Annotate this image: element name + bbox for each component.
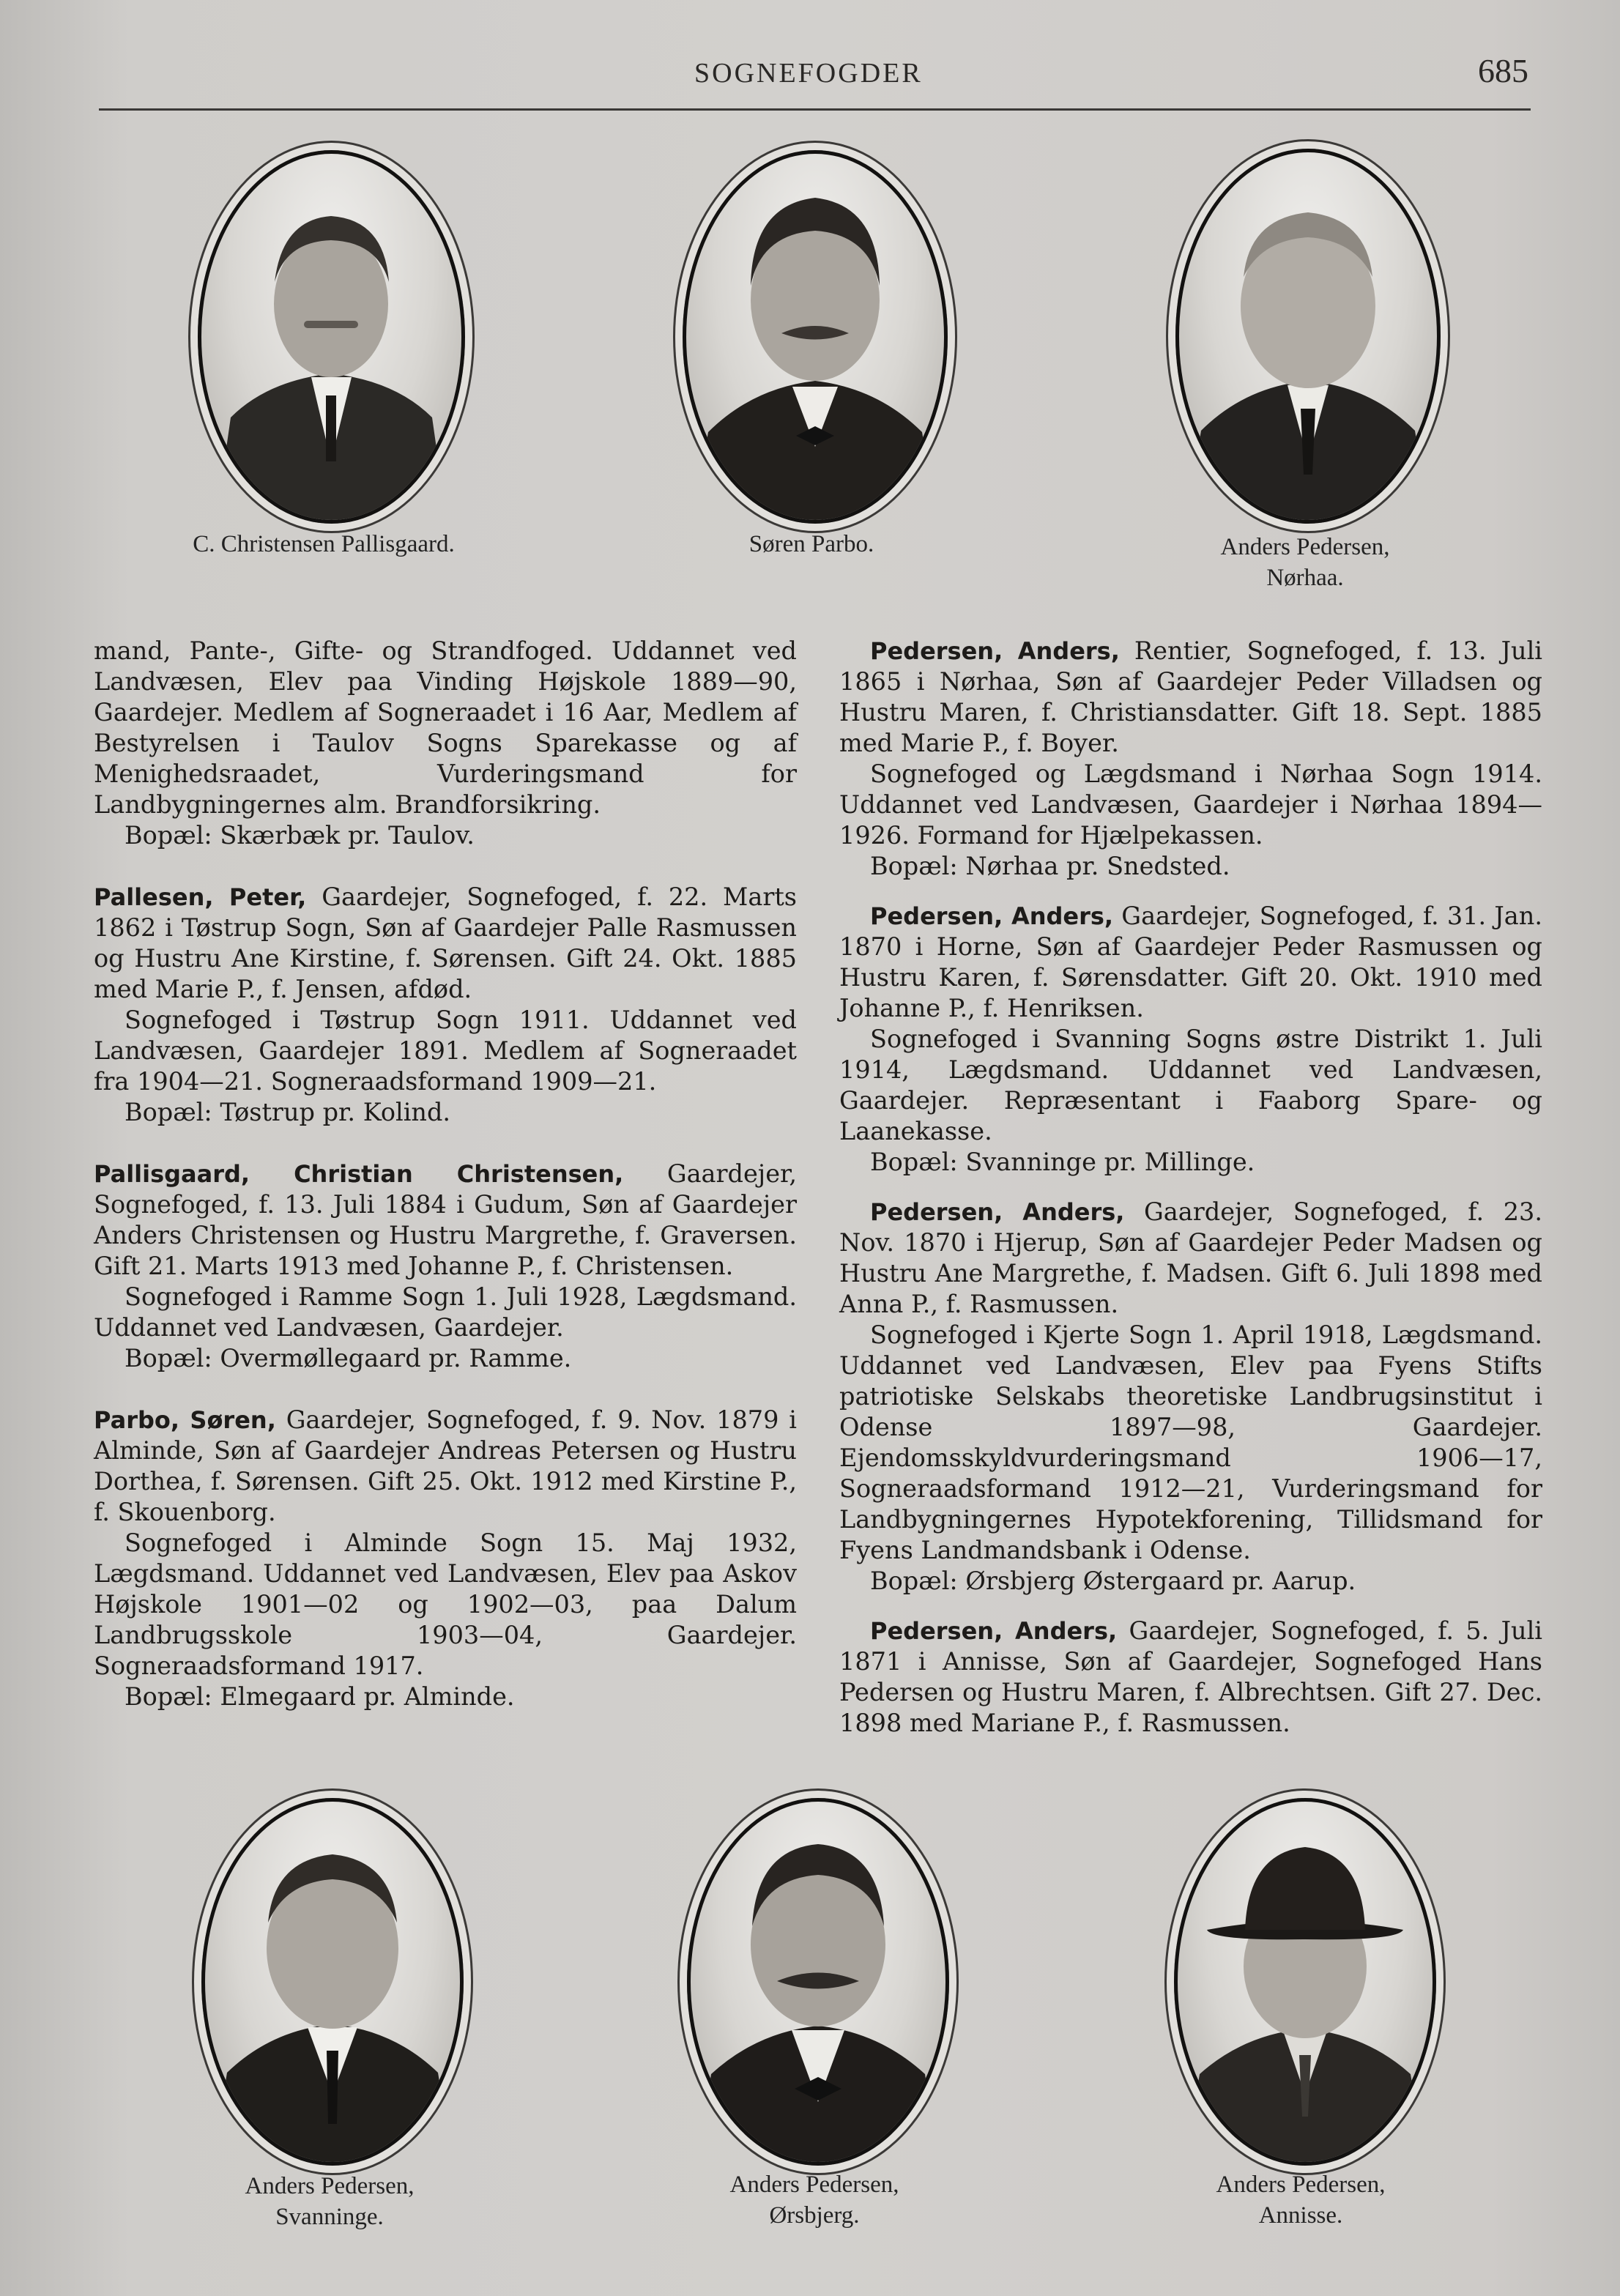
running-title: SOGNEFOGDER [694, 58, 923, 89]
portrait-caption [621, 529, 1002, 560]
right-text-column [839, 636, 1542, 1739]
portrait-caption [1115, 532, 1495, 593]
caption-line: Anders Pedersen, [1220, 534, 1390, 560]
biography-entry [94, 1159, 797, 1282]
portrait-photo-pedersen-svanninge [201, 1798, 464, 2166]
caption-line: Anders Pedersen, [1216, 2171, 1386, 2198]
biography-entry [839, 636, 1542, 759]
biography-entry [839, 1197, 1542, 1320]
portrait-photo-pedersen-norhaa [1175, 149, 1441, 524]
portrait-figure [691, 1802, 945, 2162]
portrait-caption [1110, 2169, 1491, 2231]
biography-entry [94, 882, 797, 1005]
caption-line: Anders Pedersen, [729, 2171, 899, 2198]
caption-line: Nørhaa. [1266, 565, 1344, 591]
portrait-caption [139, 2171, 520, 2232]
portrait-photo-pedersen-annisse [1174, 1798, 1436, 2166]
entry-residence: Bopæl: Svanninge pr. Millinge. [870, 1148, 1255, 1176]
portrait-figure [1179, 152, 1437, 520]
entry-career: Sognefoged i Kjerte Sogn 1. April 1918, Lægdsmand. Uddannet ved Landvæsen, Elev paa Fyens Stifts patriotiske Selskabs theoretiske Landbrugsinstitut i Odense 1897—98, Gaardejer. Ejendomsskyldvurderingsmand 1906—17, Sogneraadsformand 1912—21, Vurderingsmand for Landbygningernes Hypotekforening, Tillidsmand for Fyens Landmandsbank i Odense. [839, 1320, 1542, 1564]
entry-residence: Bopæl: Ørsbjerg Østergaard pr. Aarup. [870, 1567, 1356, 1595]
portrait-figure [201, 154, 461, 520]
entry-bio: Rentier, Sognefoged, f. 13. Juli 1865 i Nørhaa, Søn af Gaardejer Peder Villadsen og Hustru Maren, f. Christiansdatter. Gift 18. Sept. 1885 med Marie P., f. Boyer. [839, 636, 1543, 757]
entry-residence: Bopæl: Nørhaa pr. Snedsted. [870, 852, 1230, 880]
caption-line: C. Christensen Pallisgaard. [193, 531, 455, 557]
entry-name: Parbo, Søren, [94, 1406, 276, 1434]
entry-name: Pedersen, Anders, [870, 637, 1120, 665]
left-text-column [94, 636, 797, 1712]
caption-line: Anders Pedersen, [245, 2173, 415, 2199]
entry-name: Pedersen, Anders, [870, 902, 1114, 930]
caption-line: Ørsbjerg. [769, 2202, 860, 2229]
entry-bio: Gaardejer, Sognefoged, f. 31. Jan. 1870 i Horne, Søn af Gaardejer Peder Rasmussen og Hustru Karen, f. Sørensdatter. Gift 20. Okt. 1910 med Johanne P., f. Henriksen. [839, 902, 1543, 1022]
portrait-photo-parbo [683, 150, 948, 524]
entry-continuation: mand, Pante-, Gifte- og Strandfoged. Uddannet ved Landvæsen, Elev paa Vinding Højskole 1889—90, Gaardejer. Medlem af Sogneraadet i 16 Aar, Medlem af Bestyrelsen i Taulov Sogns Sparekasse og af Menighedsraadet, Vurderingsmand for Landbygningernes alm. Brandforsikring. [94, 636, 797, 819]
entry-residence: Bopæl: Overmøllegaard pr. Ramme. [125, 1344, 572, 1372]
portrait-figure [1178, 1802, 1433, 2162]
page-number: 685 [1478, 52, 1528, 89]
caption-line: Svanninge. [275, 2204, 384, 2230]
entry-residence: Bopæl: Tøstrup pr. Kolind. [125, 1098, 451, 1126]
biography-entry [839, 1616, 1542, 1739]
biography-entry [94, 1405, 797, 1528]
entry-residence: Bopæl: Elmegaard pr. Alminde. [125, 1682, 515, 1711]
biography-entry [839, 901, 1542, 1024]
portrait-figure [686, 154, 944, 520]
entry-career: Sognefoged i Tøstrup Sogn 1911. Uddannet ved Landvæsen, Gaardejer 1891. Medlem af Sogneraadet fra 1904—21. Sogneraadsformand 1909—21. [94, 1006, 797, 1096]
entry-bio: Gaardejer, Sognefoged, f. 22. Marts 1862 i Tøstrup Sogn, Søn af Gaardejer Palle Rasmussen og Hustru Ane Kirstine, f. Sørensen. Gift 24. Okt. 1885 med Marie P., f. Jensen, afdød. [94, 883, 797, 1003]
entry-career: Sognefoged i Ramme Sogn 1. Juli 1928, Lægdsmand. Uddannet ved Landvæsen, Gaardejer. [94, 1282, 797, 1342]
entry-residence: Bopæl: Skærbæk pr. Taulov. [125, 821, 475, 850]
header-rule [99, 108, 1531, 111]
entry-name: Pedersen, Anders, [870, 1617, 1118, 1645]
caption-line: Annisse. [1258, 2202, 1343, 2229]
entry-career: Sognefoged i Svanning Sogns østre Distrikt 1. Juli 1914, Lægdsmand. Uddannet ved Landvæsen, Gaardejer. Repræsentant i Faaborg Spare- og Laanekasse. [839, 1025, 1542, 1145]
entry-bio: Gaardejer, Sognefoged, f. 9. Nov. 1879 i Alminde, Søn af Gaardejer Andreas Petersen og Hustru Dorthea, f. Sørensen. Gift 25. Okt. 1912 med Kirstine P., f. Skouenborg. [94, 1405, 798, 1526]
portrait-photo-pedersen-orsbjerg [687, 1798, 949, 2166]
entry-name: Pedersen, Anders, [870, 1198, 1125, 1226]
portrait-photo-pallisgaard [198, 150, 465, 524]
portrait-caption [624, 2169, 1005, 2231]
portrait-caption [133, 529, 514, 560]
entry-name: Pallisgaard, Christian Christensen, [94, 1160, 624, 1188]
entry-bio: Gaardejer, Sognefoged, f. 13. Juli 1884 i Gudum, Søn af Gaardejer Anders Christensen og Hustru Margrethe, f. Graversen. Gift 21. Marts 1913 med Johanne P., f. Christensen. [94, 1159, 797, 1280]
entry-career: Sognefoged i Alminde Sogn 15. Maj 1932, Lægdsmand. Uddannet ved Landvæsen, Elev paa Askov Højskole 1901—02 og 1902—03, paa Dalum Landbrugsskole 1903—04, Gaardejer. Sogneraadsformand 1917. [94, 1528, 797, 1680]
caption-line: Søren Parbo. [748, 531, 874, 557]
entry-bio: Gaardejer, Sognefoged, f. 5. Juli 1871 i Annisse, Søn af Gaardejer, Sognefoged Hans Pedersen og Hustru Maren, f. Albrechtsen. Gift 27. Dec. 1898 med Mariane P., f. Rasmussen. [839, 1616, 1542, 1737]
entry-career: Sognefoged og Lægdsmand i Nørhaa Sogn 1914. Uddannet ved Landvæsen, Gaardejer i Nørhaa 1894—1926. Formand for Hjælpekassen. [839, 759, 1542, 850]
portrait-figure [205, 1802, 460, 2162]
entry-bio: Gaardejer, Sognefoged, f. 23. Nov. 1870 i Hjerup, Søn af Gaardejer Peder Madsen og Hustru Ane Margrethe, f. Madsen. Gift 6. Juli 1898 med Anna P., f. Rasmussen. [839, 1197, 1542, 1318]
entry-name: Pallesen, Peter, [94, 883, 307, 911]
